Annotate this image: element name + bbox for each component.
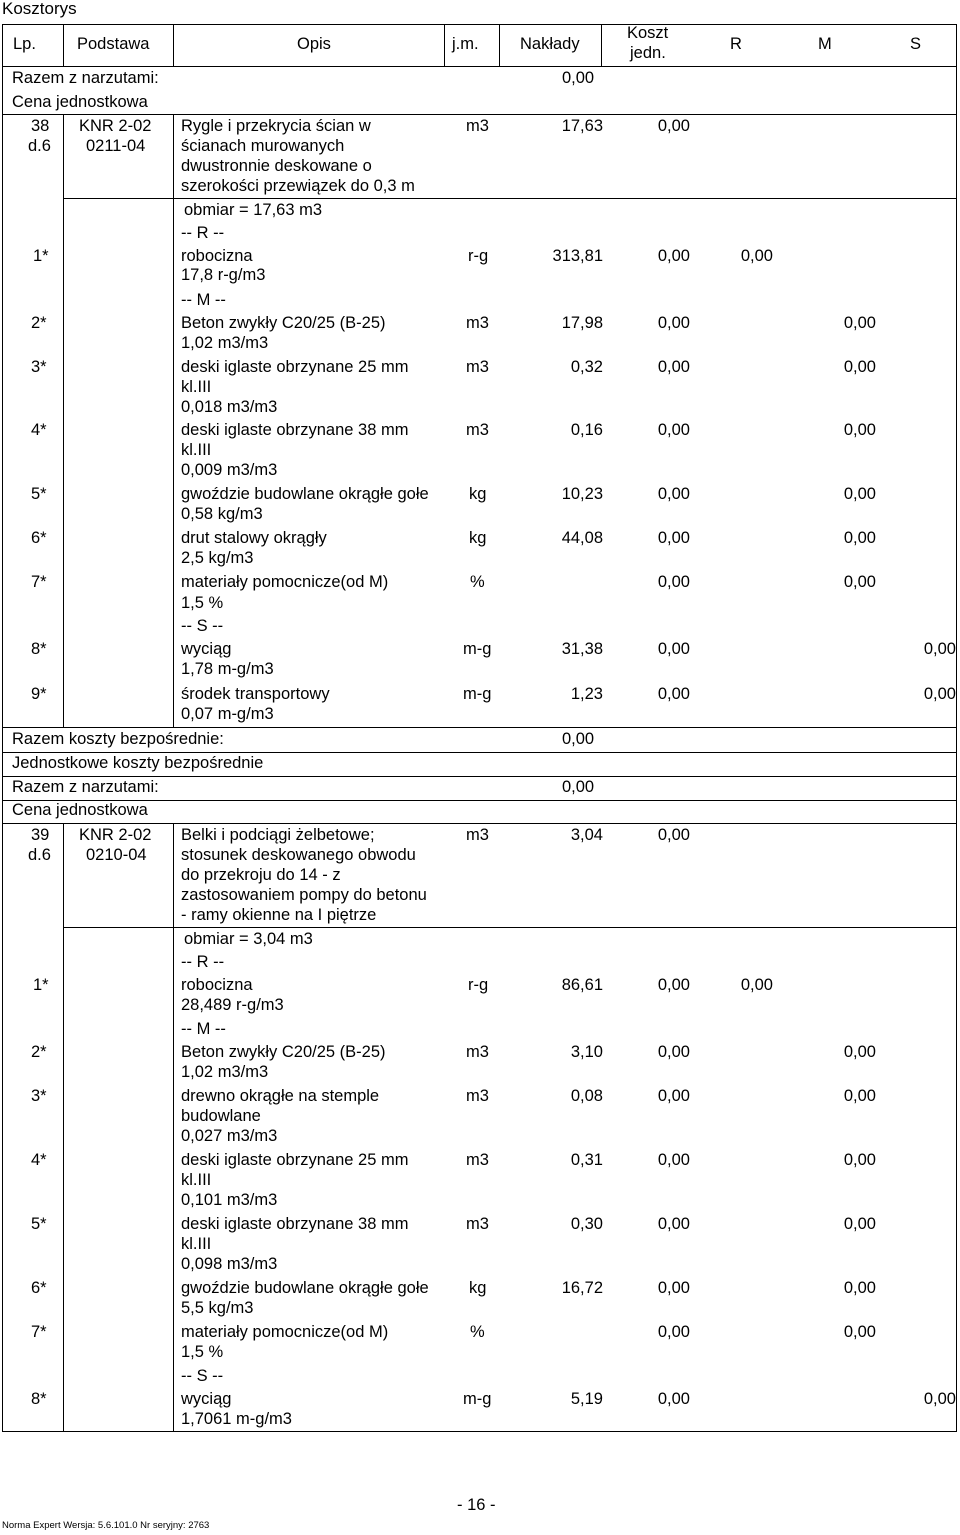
pos38-item-norm: 0,009 m3/m3 [181,461,278,479]
pos38-item-m: 0,00 [843,573,876,591]
column-header-koszt-2: jedn. [630,44,666,62]
pos39-s-section-header: -- S -- [181,1367,224,1385]
pos39-item-name-cont: budowlane [181,1107,261,1125]
razem-koszty-bezposrednie-label: Razem koszty bezpośrednie: [12,730,224,748]
pos38-item-norm: 1,02 m3/m3 [181,334,269,352]
pos38-top-border [2,114,957,115]
column-header-m: M [818,35,832,53]
pos38-item-s: 0,00 [923,640,956,658]
pos39-item-jm: m3 [466,1151,489,1169]
pos38-item-koszt: 0,00 [657,421,690,439]
software-info: Norma Expert Wersja: 5.6.101.0 Nr seryjny: 2763 [2,1520,210,1531]
pos38-item-naklady: 0,32 [570,358,603,376]
pos39-top-border [2,823,957,824]
pos38-item-name: drut stalowy okrągły [181,529,327,547]
pos38-item-naklady: 10,23 [561,485,603,503]
pos38-s-section-header: -- S -- [181,617,224,635]
pos38-item-lp: 4* [31,421,47,439]
pos39-item-name-cont: kl.III [181,1171,212,1189]
document-title: Kosztorys [2,0,77,18]
razem-z-narzutami-value: 0,00 [562,69,595,87]
column-header-jm: j.m. [452,35,479,53]
pos39-item-norm: 1,02 m3/m3 [181,1063,269,1081]
pos39-lp-divider [63,823,64,1431]
pos38-item-koszt: 0,00 [657,640,690,658]
header-divider-1 [63,24,64,66]
pos38-item-name: Beton zwykły C20/25 (B-25) [181,314,386,332]
pos39-podstawa: KNR 2-02 [79,826,152,844]
pos39-item-naklady: 5,19 [570,1390,603,1408]
pos39-item-norm: 0,101 m3/m3 [181,1191,278,1209]
pos39-item-name: drewno okrągłe na stemple [181,1087,380,1105]
pos39-item-jm: m3 [466,1215,489,1233]
pos39-koszt: 0,00 [657,826,690,844]
pos38-item-koszt: 0,00 [657,358,690,376]
pos38-item-r: 0,00 [740,247,773,265]
pos39-naklady: 3,04 [570,826,603,844]
pos38-podstawa: KNR 2-02 [79,117,152,135]
pos39-item-m: 0,00 [843,1043,876,1061]
row-divider [2,776,957,777]
pos39-item-norm: 5,5 kg/m3 [181,1299,254,1317]
pos39-item-lp: 5* [31,1215,47,1233]
pos38-item-lp: 1* [33,247,49,265]
pos39-item-koszt: 0,00 [657,1151,690,1169]
pos38-lp-d: d.6 [28,137,51,155]
pos38-item-naklady: 313,81 [552,247,603,265]
pos39-item-jm: m3 [466,1043,489,1061]
cena-jednostkowa-label: Cena jednostkowa [12,801,148,819]
pos39-item-koszt: 0,00 [657,1043,690,1061]
pos39-r-section-header: -- R -- [181,953,225,971]
pos38-obmiar: obmiar = 17,63 m3 [184,201,323,219]
pos38-item-norm: 0,018 m3/m3 [181,398,278,416]
column-header-koszt-1: Koszt [627,24,669,42]
pos38-opis-line: dwustronnie deskowane o [181,157,372,175]
razem-koszty-bezposrednie-value: 0,00 [562,730,595,748]
pos38-desc-bottom-border [63,198,956,199]
pos38-bottom-border [2,727,957,728]
pos38-item-koszt: 0,00 [657,314,690,332]
pos39-item-norm: 0,027 m3/m3 [181,1127,278,1145]
cena-jednostkowa-label: Cena jednostkowa [12,93,148,111]
pos38-item-m: 0,00 [843,485,876,503]
pos38-item-koszt: 0,00 [657,247,690,265]
pos38-item-name-cont: kl.III [181,378,212,396]
pos39-item-lp: 8* [31,1390,47,1408]
pos39-item-koszt: 0,00 [657,1087,690,1105]
pos38-opis-line: szerokości przewiązek do 0,3 m [181,177,415,195]
pos39-opis-line: - ramy okienne na I piętrze [181,906,377,924]
header-divider-4 [499,24,500,66]
pos38-item-m: 0,00 [843,421,876,439]
pos39-item-m: 0,00 [843,1279,876,1297]
pos38-koszt: 0,00 [657,117,690,135]
pos39-item-jm: % [470,1323,485,1341]
pos39-item-naklady: 86,61 [561,976,603,994]
pos38-item-lp: 6* [31,529,47,547]
pos39-jm: m3 [466,826,489,844]
pos38-podstawa-code: 0211-04 [86,137,146,155]
pos38-item-m: 0,00 [843,314,876,332]
pos38-item-naklady: 31,38 [561,640,603,658]
column-header-r: R [730,35,742,53]
pos38-item-jm: kg [469,529,487,547]
pos39-item-lp: 3* [31,1087,47,1105]
pos39-item-lp: 6* [31,1279,47,1297]
pos38-item-jm: m3 [466,358,489,376]
header-divider-2 [173,24,174,66]
razem-z-narzutami-label: Razem z narzutami: [12,778,159,796]
pos38-item-jm: r-g [468,247,489,265]
table-bottom-border [2,1431,957,1432]
pos38-item-naklady: 17,98 [561,314,603,332]
pos38-item-naklady: 1,23 [570,685,603,703]
pos39-item-norm: 1,5 % [181,1343,224,1361]
jednostkowe-koszty-label: Jednostkowe koszty bezpośrednie [12,754,264,772]
pos39-item-koszt: 0,00 [657,976,690,994]
pos39-item-norm: 28,489 r-g/m3 [181,996,284,1014]
column-header-opis: Opis [297,35,331,53]
pos38-item-m: 0,00 [843,529,876,547]
pos39-item-naklady: 16,72 [561,1279,603,1297]
pos39-item-norm: 0,098 m3/m3 [181,1255,278,1273]
column-header-s: S [910,35,922,53]
page-number: - 16 - [457,1496,496,1514]
pos38-item-jm: m3 [466,314,489,332]
pos39-item-koszt: 0,00 [657,1390,690,1408]
pos39-m-section-header: -- M -- [181,1020,226,1038]
pos39-item-m: 0,00 [843,1323,876,1341]
pos38-item-m: 0,00 [843,358,876,376]
pos38-item-jm: kg [469,485,487,503]
pos38-item-lp: 8* [31,640,47,658]
pos39-opis-line: do przekroju do 14 - z [181,866,341,884]
pos38-item-name: środek transportowy [181,685,330,703]
pos39-lp-d: d.6 [28,846,51,864]
pos38-opis-line: ścianach murowanych [181,137,345,155]
pos38-item-lp: 3* [31,358,47,376]
pos39-item-name: deski iglaste obrzynane 38 mm [181,1215,409,1233]
pos39-item-koszt: 0,00 [657,1215,690,1233]
pos39-podstawa-code: 0210-04 [86,846,147,864]
pos38-item-norm: 1,78 m-g/m3 [181,660,274,678]
pos38-item-norm: 17,8 r-g/m3 [181,266,266,284]
pos38-item-name: deski iglaste obrzynane 25 mm [181,358,409,376]
pos39-item-naklady: 3,10 [570,1043,603,1061]
pos38-jm: m3 [466,117,489,135]
row-divider [2,752,957,753]
pos39-item-name-cont: kl.III [181,1235,212,1253]
pos38-item-koszt: 0,00 [657,685,690,703]
header-divider-5 [601,24,602,66]
pos39-lp: 39 [31,826,50,844]
pos38-naklady: 17,63 [561,117,603,135]
pos38-item-s: 0,00 [923,685,956,703]
pos39-opis-line: Belki i podciągi żelbetowe; [181,826,375,844]
pos39-item-lp: 2* [31,1043,47,1061]
pos39-item-jm: m-g [463,1390,492,1408]
pos39-item-m: 0,00 [843,1151,876,1169]
pos38-item-jm: % [470,573,485,591]
pos38-podstawa-divider [173,114,174,727]
pos38-item-koszt: 0,00 [657,485,690,503]
pos39-item-lp: 4* [31,1151,47,1169]
header-bottom-border [2,66,957,67]
pos39-item-name: deski iglaste obrzynane 25 mm [181,1151,409,1169]
pos39-desc-bottom-border [63,927,956,928]
pos38-opis-line: Rygle i przekrycia ścian w [181,117,371,135]
pos38-item-naklady: 0,16 [570,421,603,439]
column-header-lp: Lp. [13,35,36,53]
pos38-item-jm: m3 [466,421,489,439]
pos38-item-koszt: 0,00 [657,529,690,547]
pos38-lp-divider [63,114,64,727]
pos39-item-norm: 1,7061 m-g/m3 [181,1410,292,1428]
table-right-border [956,24,957,1432]
pos38-item-name: gwoździe budowlane okrągłe gołe [181,485,429,503]
pos38-item-lp: 2* [31,314,47,332]
pos39-item-naklady: 0,08 [570,1087,603,1105]
pos39-item-koszt: 0,00 [657,1279,690,1297]
pos38-item-lp: 5* [31,485,47,503]
pos39-item-jm: r-g [468,976,489,994]
pos39-item-name: Beton zwykły C20/25 (B-25) [181,1043,386,1061]
pos38-item-lp: 7* [31,573,47,591]
pos39-item-jm: m3 [466,1087,489,1105]
pos39-item-lp: 7* [31,1323,47,1341]
pos39-item-name: materiały pomocnicze(od M) [181,1323,389,1341]
pos39-item-m: 0,00 [843,1215,876,1233]
header-divider-3 [444,24,445,66]
pos39-obmiar: obmiar = 3,04 m3 [184,930,313,948]
razem-z-narzutami-label: Razem z narzutami: [12,69,159,87]
pos39-item-name: robocizna [181,976,253,994]
pos38-item-name: wyciąg [181,640,232,658]
pos38-item-jm: m-g [463,640,492,658]
pos38-r-section-header: -- R -- [181,224,225,242]
pos38-item-norm: 0,07 m-g/m3 [181,705,274,723]
pos38-item-name: materiały pomocnicze(od M) [181,573,389,591]
pos39-item-r: 0,00 [740,976,773,994]
pos39-item-naklady: 0,31 [570,1151,603,1169]
pos39-podstawa-divider [173,823,174,1431]
pos39-item-naklady: 0,30 [570,1215,603,1233]
pos38-item-norm: 0,58 kg/m3 [181,505,263,523]
pos39-opis-line: zastosowaniem pompy do betonu [181,886,427,904]
pos39-item-name: gwoździe budowlane okrągłe gołe [181,1279,429,1297]
razem-z-narzutami-value: 0,00 [562,778,595,796]
column-header-naklady: Nakłady [520,35,580,53]
pos39-item-m: 0,00 [843,1087,876,1105]
pos38-item-lp: 9* [31,685,47,703]
pos38-item-name-cont: kl.III [181,441,212,459]
pos39-item-jm: kg [469,1279,487,1297]
pos38-item-name: robocizna [181,247,253,265]
table-top-border [2,24,957,25]
pos39-item-s: 0,00 [923,1390,956,1408]
table-left-border [2,24,3,1432]
pos39-item-name: wyciąg [181,1390,232,1408]
pos38-m-section-header: -- M -- [181,291,226,309]
pos38-item-name: deski iglaste obrzynane 38 mm [181,421,409,439]
pos38-item-koszt: 0,00 [657,573,690,591]
pos38-item-norm: 2,5 kg/m3 [181,549,254,567]
pos38-lp: 38 [31,117,50,135]
pos39-item-lp: 1* [33,976,49,994]
pos39-item-koszt: 0,00 [657,1323,690,1341]
column-header-podstawa: Podstawa [77,35,150,53]
pos38-item-jm: m-g [463,685,492,703]
pos38-item-norm: 1,5 % [181,594,224,612]
pos38-item-naklady: 44,08 [561,529,603,547]
pos39-opis-line: stosunek deskowanego obwodu [181,846,416,864]
